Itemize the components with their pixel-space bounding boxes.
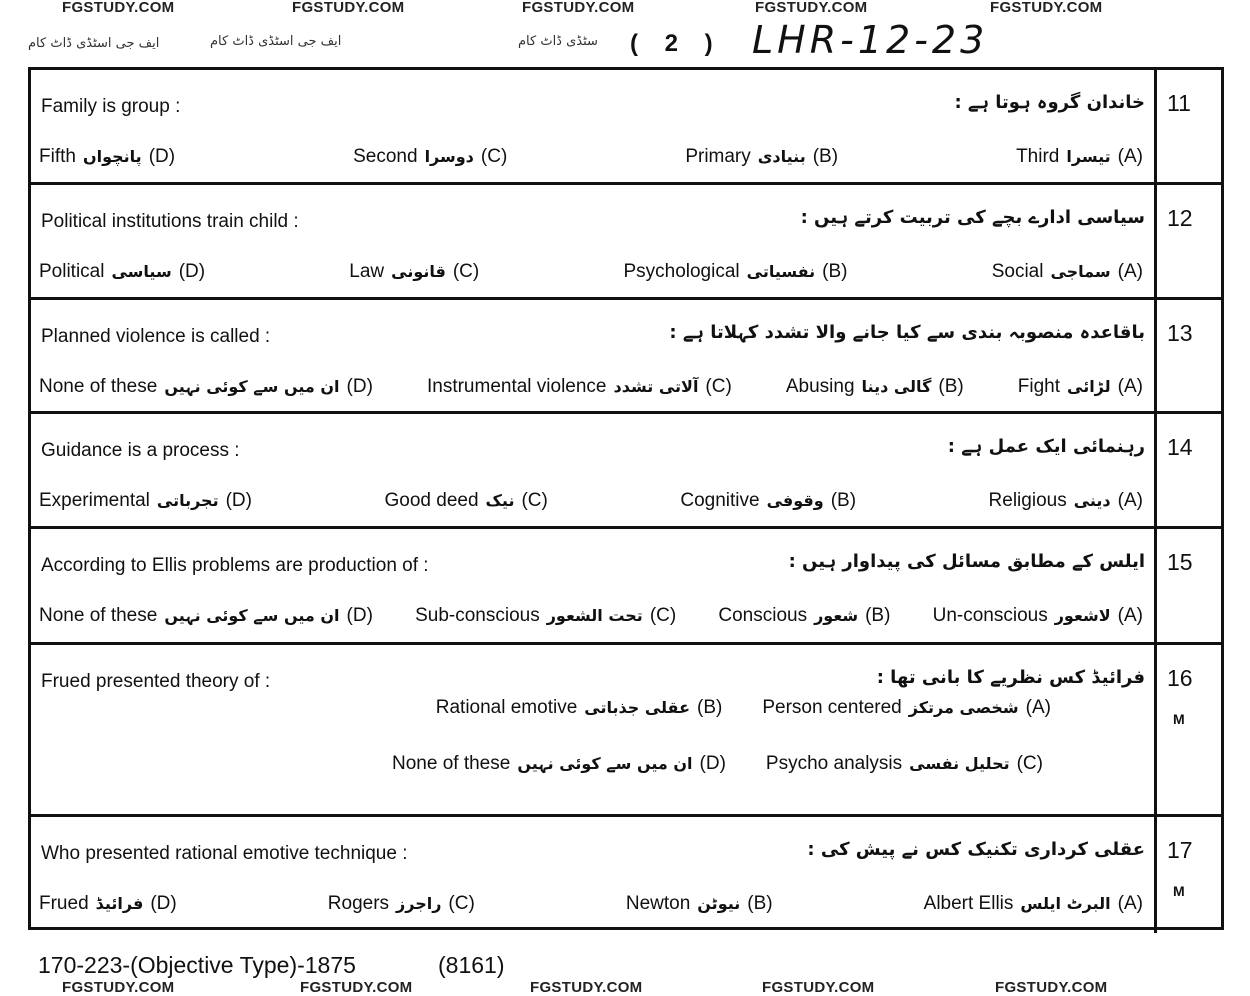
options-line [39,893,1143,915]
question-english: Planned violence is called : [41,326,271,347]
option-english: Abusing [785,376,855,397]
question-urdu: فرائیڈ کس نظریے کا بانی تھا : [876,667,1145,688]
option-letter: (A) [1117,893,1143,914]
option-letter: (C) [448,893,475,914]
watermark: FGSTUDY.COM [530,979,643,996]
option-english: Fifth [39,146,76,167]
option-d [39,261,205,283]
option-b [436,697,723,719]
question-urdu: رہنمائی ایک عمل ہے : [947,436,1145,457]
option-urdu: شعور [814,606,859,625]
option-english: Newton [625,893,691,914]
option-urdu: دوسرا [424,147,474,166]
question-number: 17 [1167,837,1193,863]
option-urdu: ان میں سے کوئی نہیں [164,377,340,396]
option-a [762,697,1051,719]
urdu-watermark: سٹڈی ڈاٹ کام [518,34,598,49]
option-english: Religious [988,490,1067,511]
option-urdu: گالی دینا [861,377,932,396]
option-urdu: تیسرا [1066,147,1111,166]
option-letter: (A) [1117,261,1143,282]
option-english: Psycho analysis [765,753,903,774]
option-letter: (B) [812,146,839,167]
option-urdu: سماجی [1050,262,1111,281]
option-letter: (B) [747,893,773,914]
question-number: 11 [1167,90,1191,116]
option-urdu: شخصی مرتکز [908,698,1019,717]
question-urdu: سیاسی ادارے بچے کی تربیت کرتے ہیں : [800,207,1145,228]
page-number: ( 2 ) [630,30,723,57]
option-urdu: تحلیل نفسی [909,754,1010,773]
watermark: FGSTUDY.COM [762,979,875,996]
option-urdu: سیاسی [111,262,172,281]
question-number-cell [1154,414,1221,526]
option-english: Second [353,146,418,167]
option-urdu: فرائیڈ [95,894,144,913]
option-letter: (D) [699,753,726,774]
question-row [31,529,1221,645]
option-c [415,605,676,627]
option-letter: (C) [705,376,732,397]
option-letter: (B) [830,490,857,511]
option-c [385,490,548,512]
watermark: FGSTUDY.COM [62,0,175,16]
options-line [39,376,1143,398]
watermark: FGSTUDY.COM [755,0,868,16]
option-english: Primary [685,146,751,167]
watermark: FGSTUDY.COM [62,979,175,996]
watermark: FGSTUDY.COM [300,979,413,996]
question-number: 12 [1167,205,1193,231]
option-b [623,261,847,283]
option-b [718,605,890,627]
option-urdu: ان میں سے کوئی نہیں [164,606,340,625]
option-a [989,490,1143,512]
questions-table [28,67,1224,930]
option-d [392,753,726,775]
option-english: Experimental [39,490,150,511]
question-urdu: ایلس کے مطابق مسائل کی پیداوار ہیں : [788,551,1145,572]
option-english: Psychological [623,261,740,282]
options-line [39,146,1143,168]
option-urdu: نیک [485,491,515,510]
option-urdu: تجرباتی [156,491,219,510]
option-urdu: وقوفی [766,491,824,510]
question-english: Who presented rational emotive technique : [41,843,408,864]
option-english: Law [349,261,385,282]
option-english: Instrumental violence [426,376,607,397]
question-row [31,645,1221,817]
options-line [39,605,1143,627]
option-letter: (D) [150,893,177,914]
option-c [353,146,507,168]
option-urdu: نیوٹن [697,894,741,913]
option-a [924,893,1143,915]
option-urdu: راجرز [396,894,442,913]
question-number-cell [1154,70,1221,182]
question-row [31,300,1221,414]
option-letter: (C) [521,490,548,511]
question-row [31,414,1221,529]
option-letter: (B) [822,261,848,282]
question-english: Guidance is a process : [41,440,240,461]
options-line [436,697,1051,719]
option-letter: (D) [225,490,252,511]
option-a [1016,146,1143,168]
option-d [39,893,177,915]
option-english: Person centered [762,697,902,718]
option-letter: (B) [865,605,891,626]
paper-number: (8161) [438,952,505,978]
question-number-cell [1154,300,1221,411]
option-urdu: عقلی جذباتی [584,698,690,717]
option-english: Rational emotive [435,697,578,718]
options-line [39,261,1143,283]
option-letter: (D) [346,376,373,397]
option-d [39,605,373,627]
option-english: None of these [392,753,511,774]
option-d [39,376,373,398]
urdu-watermark: ایف جی اسٹڈی ڈاٹ کام [210,34,342,49]
urdu-watermark: ایف جی اسٹڈی ڈاٹ کام [28,36,160,51]
option-letter: (C) [1016,753,1043,774]
question-number: 16 [1167,665,1193,691]
question-row [31,817,1221,933]
option-english: None of these [39,605,158,626]
options-line [392,753,1043,775]
paper-code: 170-223-(Objective Type)-1875 [38,952,356,978]
option-urdu: لاشعور [1054,606,1111,625]
option-english: None of these [39,376,158,397]
option-letter: (D) [148,146,176,167]
question-urdu: باقاعدہ منصوبہ بندی سے کیا جانے والا تشدد کہلاتا ہے : [669,322,1145,343]
option-urdu: پانچواں [82,147,142,166]
option-english: Cognitive [680,490,760,511]
question-row [31,185,1221,300]
option-urdu: البرٹ ایلس [1020,894,1111,913]
option-urdu: دینی [1073,491,1111,510]
handwritten-code: LHR-12-23 [752,18,989,62]
option-letter: (A) [1025,697,1051,718]
watermark: FGSTUDY.COM [990,0,1103,16]
watermark: FGSTUDY.COM [522,0,635,16]
option-letter: (D) [346,605,373,626]
option-letter: (A) [1117,146,1143,167]
option-english: Social [991,261,1044,282]
option-b [680,490,856,512]
option-c [427,376,732,398]
option-a [1018,376,1143,398]
question-english: Family is group : [41,96,181,117]
option-urdu: آلاتی تشدد [613,377,699,396]
option-english: Un-conscious [932,605,1048,626]
option-letter: (B) [697,697,723,718]
option-letter: (C) [452,261,480,282]
question-number-cell [1154,817,1221,933]
option-urdu: بنیادی [757,147,806,166]
option-english: Good deed [384,490,479,511]
option-letter: (A) [1117,490,1143,511]
watermark: FGSTUDY.COM [995,979,1108,996]
option-english: Albert Ellis [923,893,1014,914]
option-urdu: قانونی [391,262,446,281]
question-number-cell [1154,185,1221,297]
question-english: Political institutions train child : [41,211,299,232]
option-urdu: نفسیاتی [746,262,816,281]
option-letter: (B) [938,376,964,397]
question-mark: M [1173,883,1185,899]
option-letter: (A) [1117,376,1143,397]
question-urdu: خاندان گروہ ہوتا ہے : [954,92,1145,113]
option-d [39,146,175,168]
option-c [349,261,479,283]
question-number: 14 [1167,434,1193,460]
option-a [992,261,1143,283]
option-urdu: تحت الشعور [546,606,643,625]
option-english: Sub-conscious [415,605,540,626]
question-number-cell [1154,645,1221,814]
question-number-cell [1154,529,1221,642]
option-b [626,893,773,915]
option-b [786,376,964,398]
option-letter: (C) [649,605,677,626]
option-english: Frued [39,893,89,914]
question-english: According to Ellis problems are production of : [41,555,429,576]
question-urdu: عقلی کرداری تکنیک کس نے پیش کی : [807,839,1145,860]
option-urdu: ان میں سے کوئی نہیں [517,754,693,773]
option-b [685,146,838,168]
watermark: FGSTUDY.COM [292,0,405,16]
options-line [39,490,1143,512]
question-row [31,70,1221,185]
option-d [39,490,252,512]
option-c [766,753,1043,775]
option-english: Political [39,261,105,282]
option-urdu: لڑائی [1067,377,1111,396]
option-letter: (A) [1117,605,1143,626]
question-number: 13 [1167,320,1193,346]
question-mark: M [1173,711,1185,727]
question-english: Frued presented theory of : [41,671,271,692]
option-english: Rogers [327,893,390,914]
option-english: Fight [1017,376,1060,397]
option-c [328,893,475,915]
option-english: Conscious [718,605,808,626]
option-letter: (C) [480,146,508,167]
option-letter: (D) [178,261,206,282]
question-number: 15 [1167,549,1193,575]
option-a [933,605,1143,627]
option-english: Third [1016,146,1060,167]
